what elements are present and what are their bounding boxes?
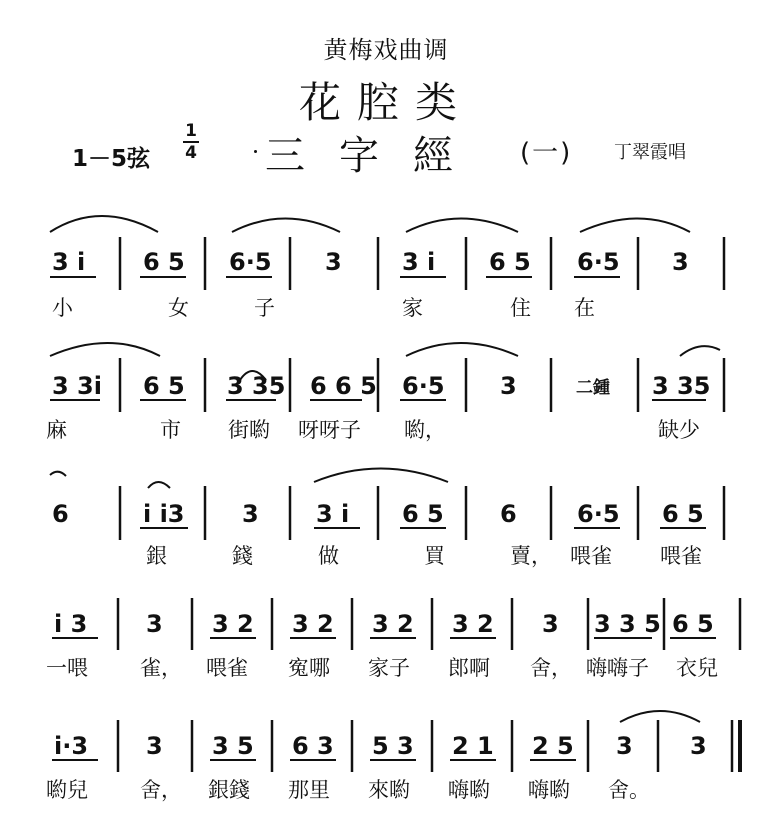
note-group: 3 xyxy=(500,372,517,400)
note-group: 3 xyxy=(542,610,559,638)
lyric-syllable: 喂雀 xyxy=(660,544,702,568)
lyric-syllable: 喲兒 xyxy=(46,778,88,802)
lyric-syllable: 嗨嗨子 xyxy=(586,656,649,680)
note-group: 3 xyxy=(690,732,707,760)
lyric-syllable: 女 xyxy=(168,296,189,320)
lyric-syllable: 街喲 xyxy=(228,418,270,442)
slurs xyxy=(50,216,720,722)
lyric-syllable: 在 xyxy=(574,296,595,320)
note-group: 6 5 xyxy=(489,248,531,276)
lyric-syllable: 銀 xyxy=(146,544,167,568)
note-group: 3 2 xyxy=(212,610,254,638)
note-group: 6 5 xyxy=(402,500,444,528)
note-group: 5 3 xyxy=(372,732,414,760)
note-group: 3 xyxy=(242,500,259,528)
note-group: 6 5 xyxy=(662,500,704,528)
lyric-syllable: 一喂 xyxy=(46,656,88,680)
lyric-syllable: 舍。 xyxy=(608,778,650,802)
note-group: 6 xyxy=(52,500,69,528)
lyric-syllable: 小 xyxy=(52,296,73,320)
time-denominator: 4 xyxy=(185,143,197,163)
note-group: 6 5 xyxy=(672,610,714,638)
lyric-syllable: 市 xyxy=(160,418,181,442)
song-title: 三字經 xyxy=(265,133,487,179)
instrument-marker: 二鍾 xyxy=(576,378,610,398)
note-group: 6 3 xyxy=(292,732,334,760)
note-group: 6 xyxy=(500,500,517,528)
note-group: 3 i xyxy=(316,500,350,528)
lyric-syllable: 子 xyxy=(254,296,275,320)
note-group: 3 i xyxy=(402,248,436,276)
note-group: i i3 xyxy=(143,500,185,528)
note-group: i·3 xyxy=(54,732,89,760)
note-group: 3 xyxy=(146,732,163,760)
note-group: 3 35 xyxy=(652,372,711,400)
key-signature: 1－5弦 xyxy=(72,146,151,172)
note-group: 3 3 5 xyxy=(594,610,661,638)
lyric-syllable: 寃哪 xyxy=(288,656,330,680)
note-group: 6·5 xyxy=(577,500,620,528)
note-group: 6 5 xyxy=(143,372,185,400)
lyric-syllable: 那里 xyxy=(288,778,330,802)
note-group: 3 2 xyxy=(372,610,414,638)
opera-genre-subtitle: 黄梅戏曲调 xyxy=(323,36,449,64)
lyric-syllable: 缺少 xyxy=(658,418,700,442)
note-group: 6 5 xyxy=(143,248,185,276)
note-group: 3 2 xyxy=(292,610,334,638)
lyric-syllable: 銀錢 xyxy=(208,778,250,802)
note-group: 3 5 xyxy=(212,732,254,760)
note-group: 3 i xyxy=(52,248,86,276)
note-group: 6 6 5 xyxy=(310,372,377,400)
note-group: 6·5 xyxy=(577,248,620,276)
note-group: 3 35 xyxy=(227,372,286,400)
note-group: 2 5 xyxy=(532,732,574,760)
lyric-syllable: 來喲 xyxy=(368,778,410,802)
lyric-syllable: 住 xyxy=(510,296,531,320)
lyric-syllable: 呀呀子 xyxy=(298,418,361,442)
lyric-syllable: 做 xyxy=(318,544,339,568)
lyric-syllable: 嗨喲 xyxy=(528,778,570,802)
lyric-syllable: 衣兒 xyxy=(676,656,718,680)
lyric-syllable: 麻 xyxy=(46,418,67,442)
lyric-syllable: 買 xyxy=(424,544,445,568)
category-title: 花腔类 xyxy=(298,78,473,127)
note-group: 3 xyxy=(672,248,689,276)
note-group: i 3 xyxy=(54,610,88,638)
note-group: 3 2 xyxy=(452,610,494,638)
lyric-syllable: 舍， xyxy=(140,778,182,802)
note-group: 2 1 xyxy=(452,732,494,760)
song-number: (一) xyxy=(520,138,573,168)
note-group: 3 xyxy=(146,610,163,638)
lyric-syllable: 嗨喲 xyxy=(448,778,490,802)
lyric-syllable: 喲， xyxy=(404,418,446,442)
lyric-syllable: 家子 xyxy=(368,656,410,680)
note-group: 3 xyxy=(325,248,342,276)
note-group: 6·5 xyxy=(402,372,445,400)
lyric-syllable: 郎啊 xyxy=(448,656,490,680)
lyric-syllable: 家 xyxy=(402,296,423,320)
note-group: 3 3i xyxy=(52,372,102,400)
lyric-syllable: 舍， xyxy=(530,656,572,680)
lyric-syllable: 喂雀 xyxy=(206,656,248,680)
lyric-syllable: 喂雀 xyxy=(570,544,612,568)
lyric-syllable: 賣， xyxy=(510,544,552,568)
note-group: 3 xyxy=(616,732,633,760)
lyric-syllable: 雀， xyxy=(140,656,182,680)
singer-credit: 丁翠霞唱 xyxy=(614,142,686,163)
note-group: 6·5 xyxy=(229,248,272,276)
lyric-syllable: 錢 xyxy=(232,544,253,568)
time-numerator: 1 xyxy=(185,121,197,141)
